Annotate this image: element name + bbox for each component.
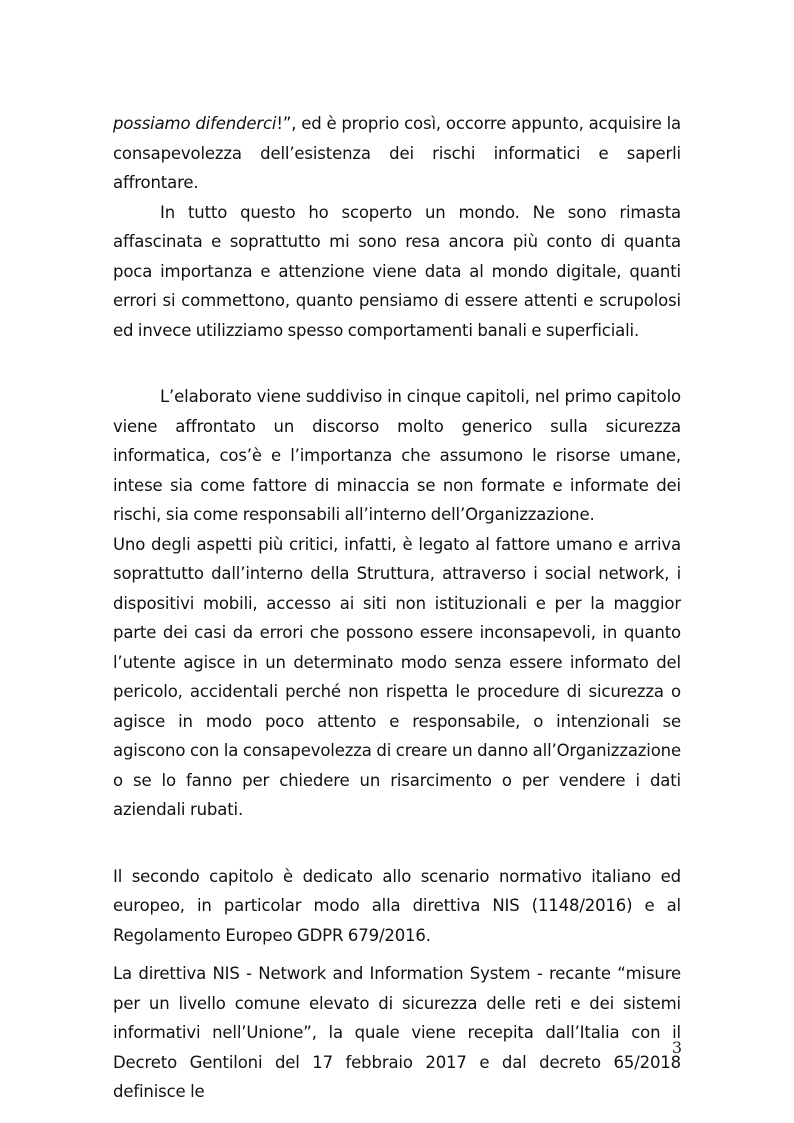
paragraph-nis-directive [113,959,681,1107]
paragraph-discovery [113,198,681,346]
paragraph-chapter-overview [113,382,681,530]
paragraph-text: Uno degli aspetti più critici, infatti, è legato al fattore umano e arriva soprattutto dall’interno della Struttura, attraverso i social network, i dispositivi mobili, accesso ai siti non istituzionali e per la maggior parte dei casi da errori che possono essere inconsapevoli, in quanto l’utente agisce in un determinato modo senza essere informato del pericolo, accidentali perché non rispetta le procedure di sicurezza o agisce in modo poco attento e responsabile, o intenzionali se agiscono con la consapevolezza di creare un danno all’Organizzazione o se lo fanno per chiedere un risarcimento o per vendere i dati aziendali rubati. [113,534,681,819]
paragraph-text: Il secondo capitolo è dedicato allo scenario normativo italiano ed europeo, in particolar modo alla direttiva NIS (1148/2016) e al Regolamento Europeo GDPR 679/2016. [113,866,681,945]
paragraph-human-factor [113,530,681,825]
paragraph-second-chapter [113,862,681,951]
page-number: 3 [671,1038,682,1057]
paragraph-text: !”, ed è proprio così, occorre appunto, acquisire la consapevolezza dell’esistenza dei rischi informatici e saperli affrontare. [113,114,681,192]
italic-lead: possiamo difenderci [113,114,277,133]
paragraph-text: La direttiva NIS - Network and Information System - recante “misure per un livello comune elevato di sicurezza delle reti e dei sistemi informativi nell’Unione”, la quale viene recepita dall’Italia con il Decreto Gentiloni del 17 febbraio 2017 e dal decreto 65/2018 definisce le [113,964,681,1101]
paragraph-text: L’elaborato viene suddiviso in cinque capitoli, nel primo capitolo viene affrontato un discorso molto generico sulla sicurezza informatica, cos’è e l’importanza che assumono le risorse umane, intese sia come fattore di minaccia se non formate e informate dei rischi, sia come responsabili all’interno dell’Organizzazione. [113,387,681,524]
paragraph-intro-closing [113,109,681,198]
paragraph-text: In tutto questo ho scoperto un mondo. Ne sono rimasta affascinata e soprattutto mi sono resa ancora più conto di quanta poca importanza e attenzione viene data al mondo digitale, quanti errori si commettono, quanto pensiamo di essere attenti e scrupolosi ed invece utilizziamo spesso comportamenti banali e superficiali. [113,202,681,340]
document-body [113,109,681,1107]
